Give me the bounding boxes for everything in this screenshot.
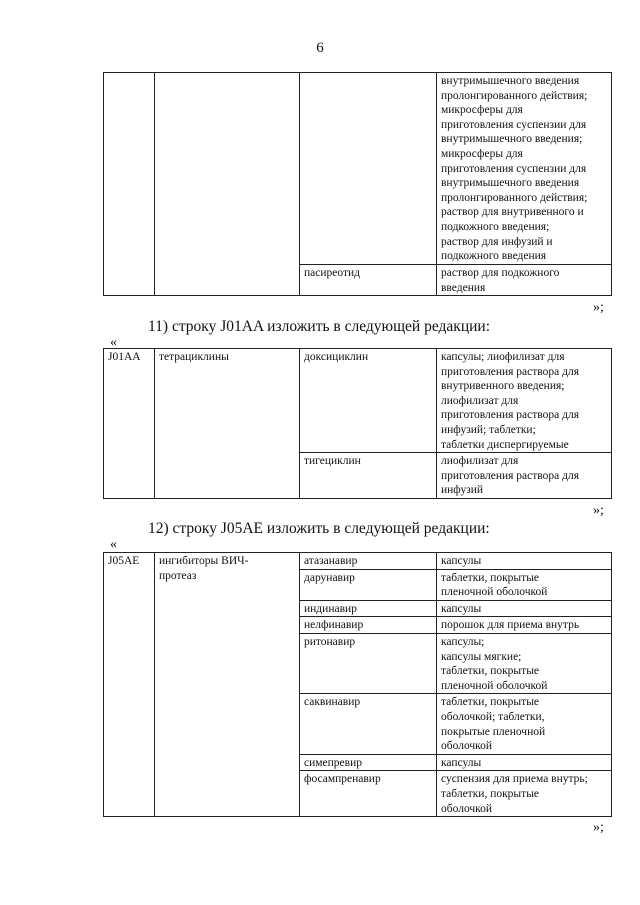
atc-code-cell: J01AA: [104, 349, 155, 499]
text-line: внутримышечного введения: [441, 177, 580, 190]
table-row: [104, 553, 612, 570]
text-line: капсулы: [441, 756, 482, 769]
drug-cell: саквинавир: [300, 694, 437, 754]
text-line: приготовления раствора для: [441, 469, 579, 482]
forms-cell: [437, 73, 612, 265]
forms-cell: [437, 553, 612, 570]
drug-cell: доксициклин: [300, 349, 437, 453]
text-line: лиофилизат для: [441, 394, 519, 407]
text-line: инфузий; таблетки;: [441, 423, 536, 436]
text-line: порошок для приема внутрь: [441, 619, 580, 632]
text-line: пленочной оболочкой: [441, 586, 548, 599]
drug-cell: [300, 73, 437, 265]
drug-cell: тигециклин: [300, 453, 437, 499]
text-line: таблетки, покрытые: [441, 571, 540, 584]
text-line: приготовления суспензии для: [441, 118, 587, 131]
drug-cell: индинавир: [300, 600, 437, 617]
table-j01aa: [103, 348, 612, 499]
text-line: подкожного введения;: [441, 220, 550, 233]
drug-cell: симепревир: [300, 754, 437, 771]
text-line: раствор для подкожного: [441, 267, 560, 279]
text-line: приготовления раствора для: [441, 409, 579, 422]
text-line: ингибиторы ВИЧ-: [159, 555, 249, 567]
forms-cell: [437, 600, 612, 617]
forms-cell: [437, 349, 612, 453]
text-line: введения: [441, 281, 486, 294]
text-line: суспензия для приема внутрь;: [441, 773, 588, 786]
group-cell: [155, 349, 300, 499]
atc-code-cell: J05AE: [104, 553, 155, 817]
forms-cell: [437, 694, 612, 754]
text-line: оболочкой: [441, 740, 493, 753]
page-number: 6: [316, 40, 324, 56]
drug-cell: ритонавир: [300, 633, 437, 693]
text-line: микросферы для: [441, 147, 523, 160]
text-line: внутривенного введения;: [441, 380, 565, 393]
atc-code-cell: [104, 73, 155, 296]
forms-cell: [437, 633, 612, 693]
text-line: таблетки, покрытые: [441, 665, 540, 678]
opening-quote: «: [110, 537, 117, 552]
text-line: раствор для инфузий и: [441, 235, 553, 248]
amendment-paragraph-11: 11) строку J01AA изложить в следующей редакции:: [148, 318, 491, 335]
forms-cell: [437, 771, 612, 817]
drug-cell: пасиреотид: [300, 265, 437, 296]
text-line: таблетки, покрытые: [441, 787, 540, 800]
forms-cell: [437, 617, 612, 634]
text-line: инфузий: [441, 484, 484, 497]
text-line: тетрациклины: [159, 351, 229, 363]
forms-cell: [437, 265, 612, 296]
text-line: покрытые пленочной: [441, 725, 546, 738]
amendment-paragraph-12: 12) строку J05AE изложить в следующей редакции:: [148, 520, 490, 537]
closing-quote: »;: [593, 820, 604, 835]
text-line: пролонгированного действия;: [441, 89, 588, 102]
forms-cell: [437, 754, 612, 771]
drug-cell: фосампренавир: [300, 771, 437, 817]
text-line: внутримышечного введения: [441, 75, 580, 87]
text-line: капсулы: [441, 602, 482, 615]
opening-quote: «: [110, 335, 117, 350]
text-line: таблетки диспергируемые: [441, 438, 569, 451]
text-line: приготовления суспензии для: [441, 162, 587, 175]
drug-cell: атазанавир: [300, 553, 437, 570]
text-line: протеаз: [159, 569, 197, 582]
drug-cell: дарунавир: [300, 569, 437, 600]
closing-quote: »;: [593, 503, 604, 518]
text-line: внутримышечного введения;: [441, 133, 583, 146]
text-line: оболочкой; таблетки,: [441, 710, 545, 723]
forms-cell: [437, 453, 612, 499]
text-line: приготовления раствора для: [441, 365, 579, 378]
table-j05ae: [103, 552, 612, 817]
text-line: оболочкой: [441, 802, 493, 815]
text-line: лиофилизат для: [441, 455, 519, 468]
text-line: микросферы для: [441, 104, 523, 117]
text-line: таблетки, покрытые: [441, 696, 540, 709]
forms-cell: [437, 569, 612, 600]
drug-cell: нелфинавир: [300, 617, 437, 634]
group-cell: [155, 73, 300, 296]
text-line: раствор для внутривенного и: [441, 206, 584, 219]
group-cell: [155, 553, 300, 817]
text-line: пленочной оболочкой: [441, 679, 548, 692]
text-line: пролонгированного действия;: [441, 191, 588, 204]
table-continuation: [103, 72, 612, 296]
text-line: капсулы мягкие;: [441, 650, 522, 663]
text-line: капсулы; лиофилизат для: [441, 351, 565, 363]
table-row: [104, 349, 612, 453]
text-line: капсулы: [441, 555, 482, 567]
text-line: капсулы;: [441, 635, 485, 648]
table-row: [104, 73, 612, 265]
closing-quote: »;: [593, 300, 604, 315]
text-line: подкожного введения: [441, 250, 547, 263]
